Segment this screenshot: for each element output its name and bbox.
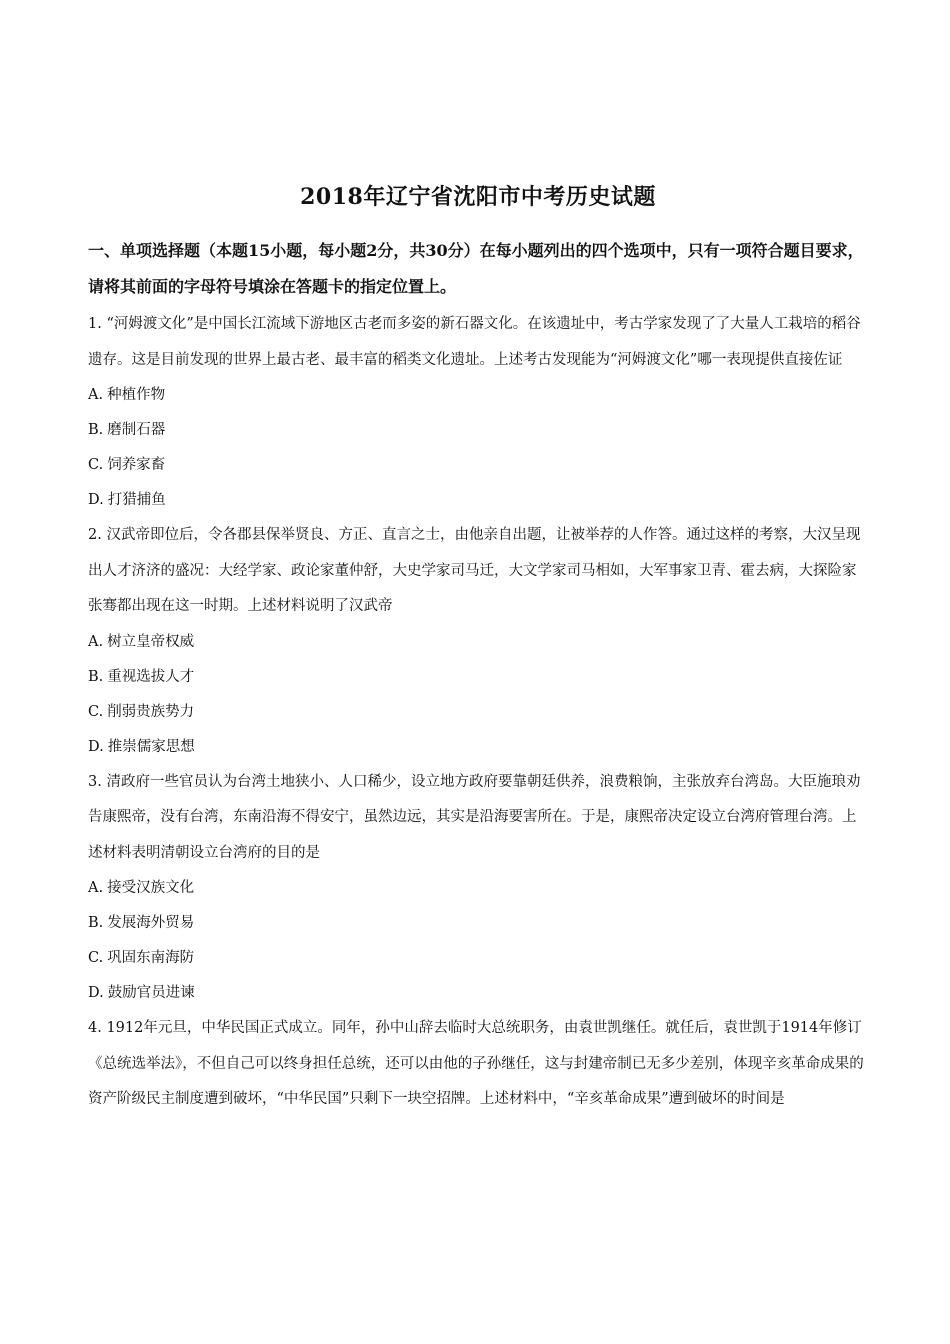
option-letter: B. bbox=[88, 668, 104, 685]
question-4 bbox=[88, 1011, 868, 1118]
question-stem: 2. 汉武帝即位后，令各郡县保举贤良、方正、直言之士，由他亲自出题，让被举荐的人作答。通过这样的考察，大汉呈现出人才济济的盛况：大经学家、政论家董仲舒，大史学家司马迁，大文学家司马相如，大军事家卫青、霍去病，大探险家张骞都出现在这一时期。上述材料说明了汉武帝 bbox=[88, 527, 861, 614]
option-c bbox=[88, 941, 868, 976]
option-a bbox=[88, 871, 868, 906]
option-letter: A. bbox=[88, 633, 104, 650]
option-text: 重视选拔人才 bbox=[107, 668, 195, 685]
option-c bbox=[88, 695, 868, 730]
option-letter: A. bbox=[88, 387, 104, 403]
question-stem: 3. 清政府一些官员认为台湾土地狭小、人口稀少，设立地方政府要靠朝廷供养，浪费粮饷，主张放弃台湾岛。大臣施琅劝告康熙帝，没有台湾，东南沿海不得安宁，虽然边远，其实是沿海要害所在。于是，康熙帝决定设立台湾府管理台湾。上述材料表明清朝设立台湾府的目的是 bbox=[88, 773, 861, 861]
question-stem: 4. 1912年元旦，中华民国正式成立。同年，孙中山辞去临时大总统职务，由袁世凯继任。就任后，袁世凯于1914年修订《总统选举法》，不但自己可以终身担任总统，还可以由他的子孙继任，这与封建帝制已无多少差别，体现辛亥革命成果的资产阶级民主制度遭到破坏，“中华民国”只剩下一块空招牌。上述材料中，“辛亥革命成果”遭到破坏的时间是 bbox=[88, 1020, 864, 1107]
option-b bbox=[88, 906, 868, 941]
option-letter: A. bbox=[88, 880, 104, 896]
option-text: 饲养家畜 bbox=[107, 457, 166, 473]
option-d bbox=[88, 483, 868, 518]
option-text: 种植作物 bbox=[107, 387, 166, 403]
option-text: 巩固东南海防 bbox=[107, 950, 195, 966]
option-b bbox=[88, 660, 868, 695]
option-letter: B. bbox=[88, 422, 104, 438]
option-letter: C. bbox=[88, 950, 104, 966]
option-letter: C. bbox=[88, 703, 104, 720]
option-letter: C. bbox=[88, 457, 104, 473]
option-a bbox=[88, 378, 868, 413]
option-c bbox=[88, 448, 868, 483]
option-text: 发展海外贸易 bbox=[107, 915, 195, 931]
option-letter: D. bbox=[88, 985, 104, 1001]
document-title: 2018年辽宁省沈阳市中考历史试题 bbox=[300, 184, 656, 210]
option-b bbox=[88, 413, 868, 448]
option-text: 鼓励官员进谏 bbox=[107, 985, 195, 1001]
option-letter: B. bbox=[88, 915, 104, 931]
option-text: 接受汉族文化 bbox=[107, 880, 195, 896]
question-stem: 1. “河姆渡文化”是中国长江流域下游地区古老而多姿的新石器文化。在该遗址中，考古学家发现了了大量人工栽培的稻谷遗存。这是目前发现的世界上最古老、最丰富的稻类文化遗址。上述考古发现能为“河姆渡文化”哪一表现提供直接佐证 bbox=[88, 316, 861, 368]
question-1 bbox=[88, 307, 868, 518]
question-3 bbox=[88, 765, 868, 1012]
section-header: 一、单项选择题（本题15小题，每小题2分，共30分）在每小题列出的四个选项中，只有一项符合题目要求，请将其前面的字母符号填涂在答题卡的指定位置上。 bbox=[88, 241, 864, 296]
option-letter: D. bbox=[88, 738, 104, 755]
option-text: 打猎捕鱼 bbox=[107, 492, 166, 508]
option-text: 磨制石器 bbox=[107, 422, 166, 438]
option-letter: D. bbox=[88, 492, 104, 508]
option-text: 树立皇帝权威 bbox=[107, 633, 195, 650]
question-2 bbox=[88, 518, 868, 765]
option-text: 推崇儒家思想 bbox=[107, 738, 195, 755]
option-a bbox=[88, 625, 868, 660]
option-d bbox=[88, 730, 868, 765]
option-d bbox=[88, 976, 868, 1011]
document-page bbox=[88, 180, 868, 1118]
option-text: 削弱贵族势力 bbox=[107, 703, 195, 720]
